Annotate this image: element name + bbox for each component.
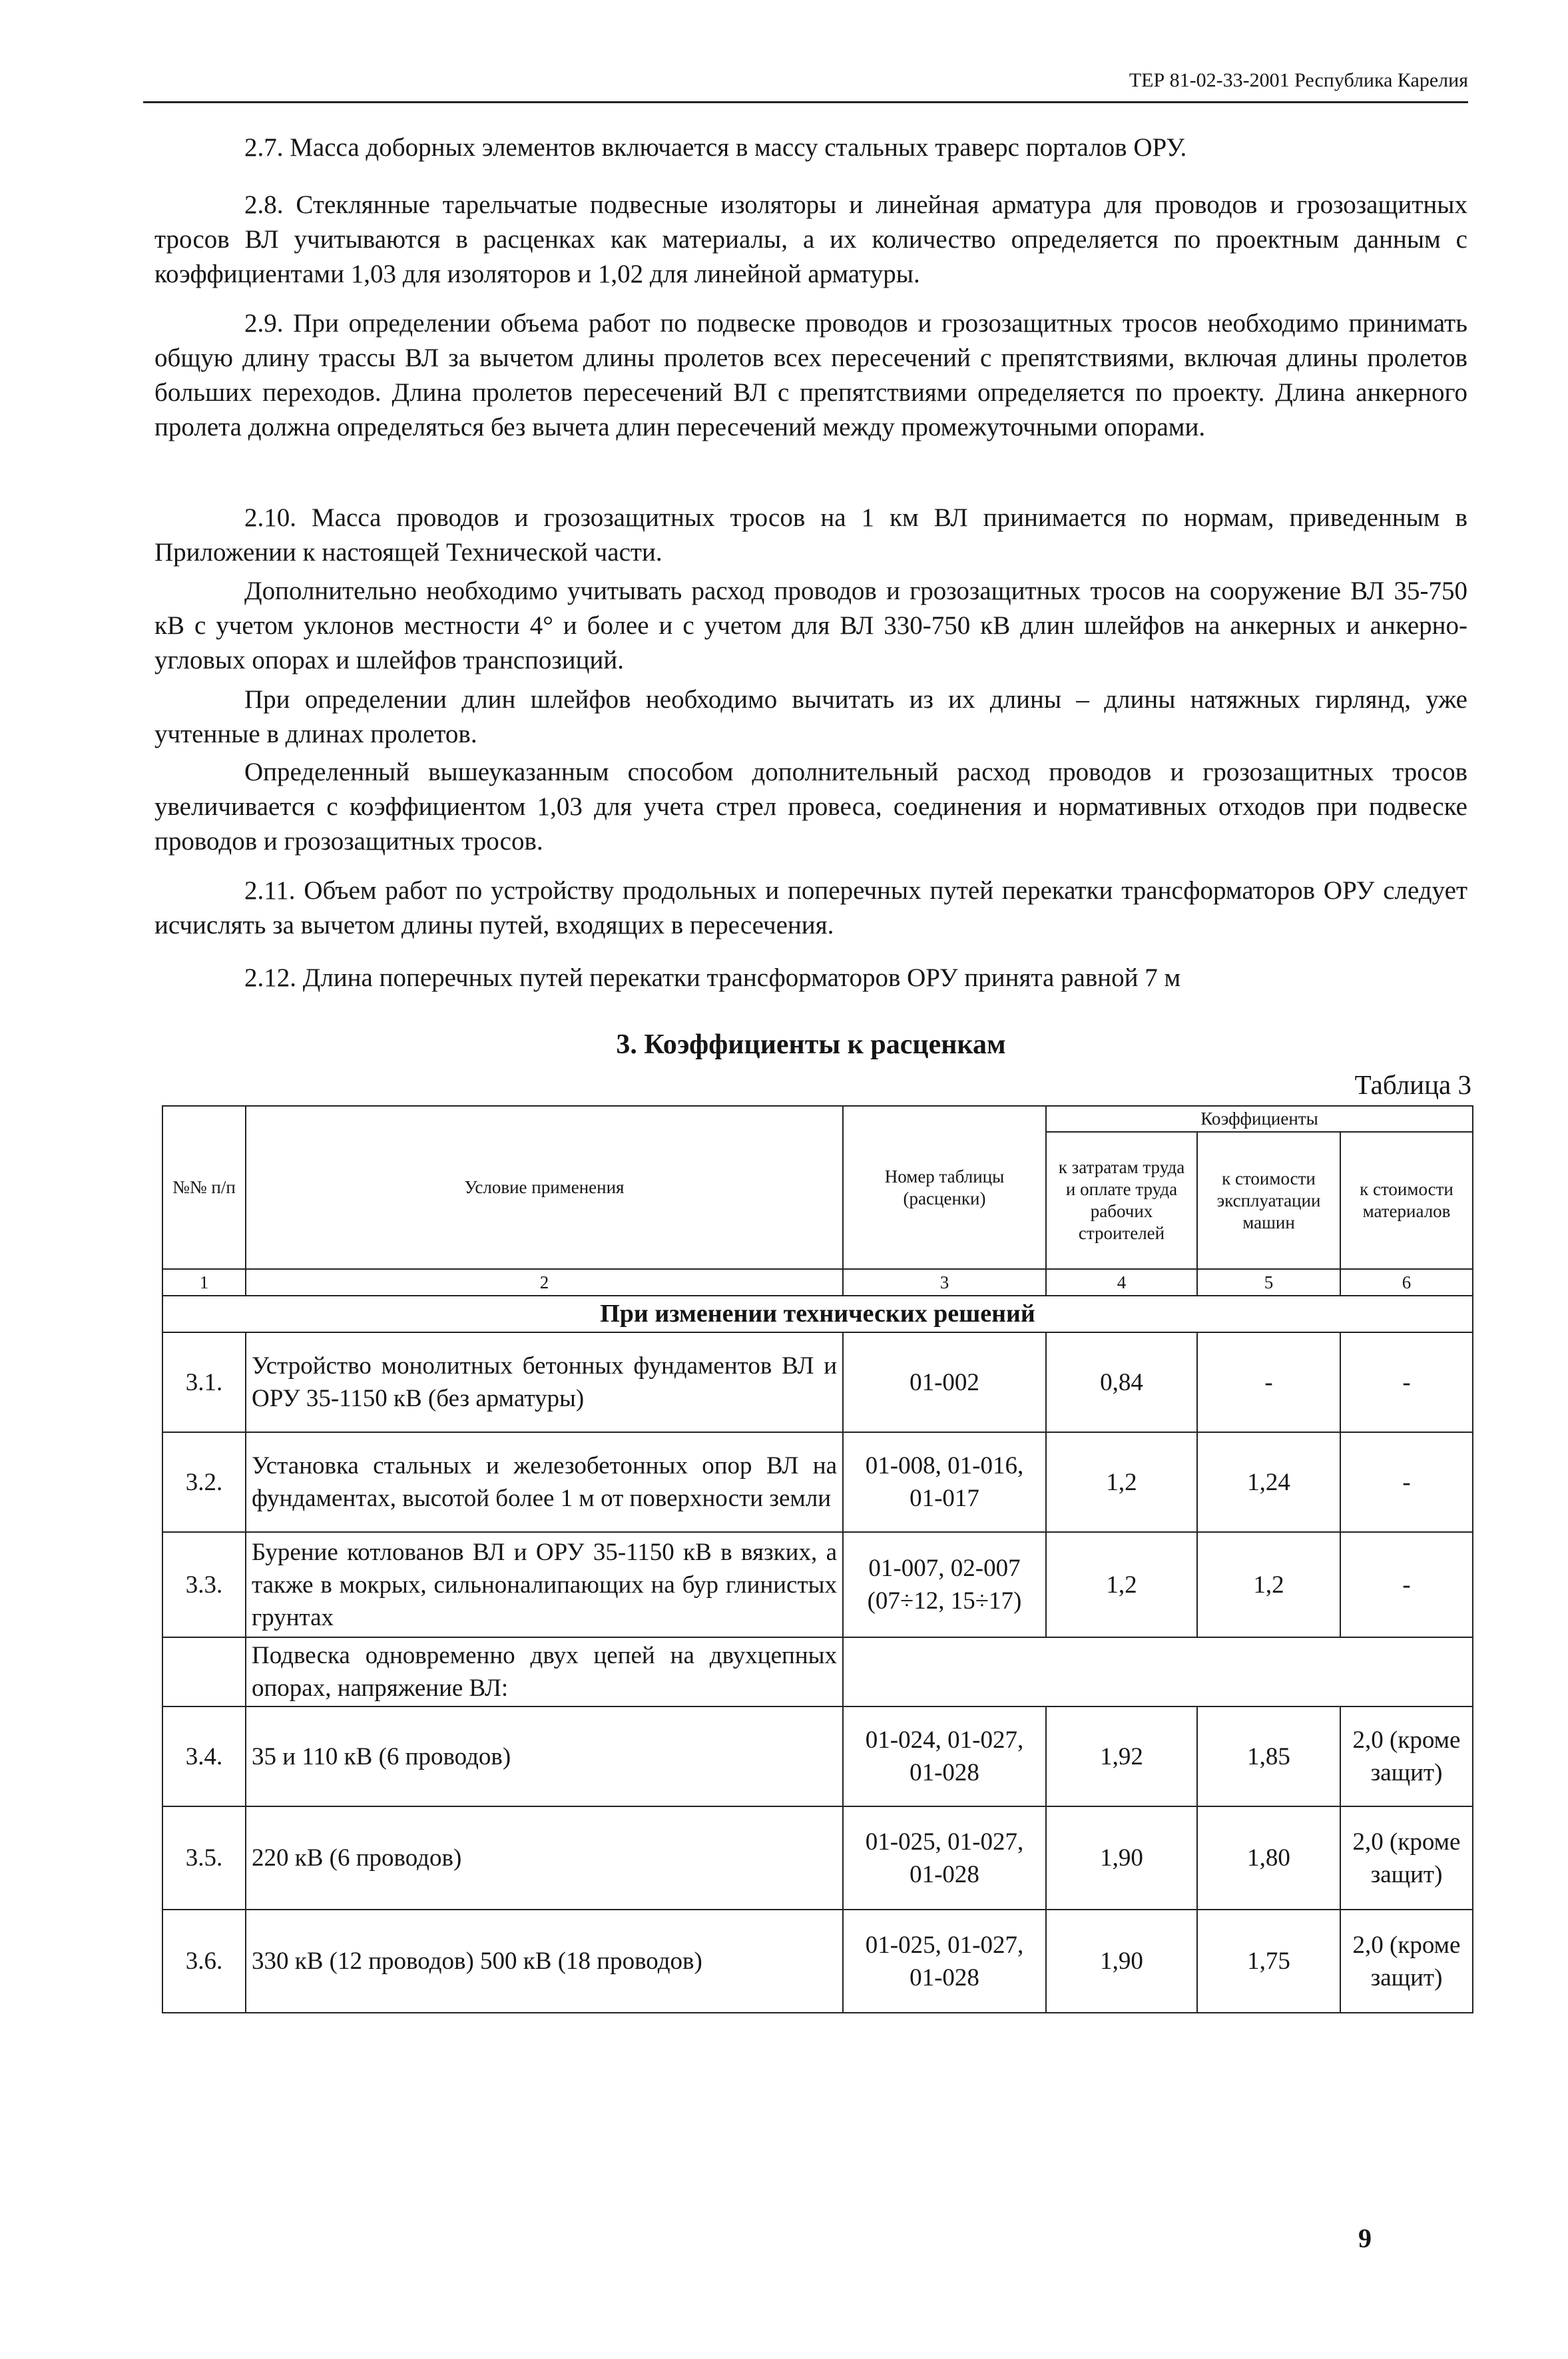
row-machines: 1,80 xyxy=(1197,1806,1340,1910)
column-number: 3 xyxy=(843,1269,1046,1296)
row-machines: - xyxy=(1197,1332,1340,1432)
table-row xyxy=(162,1432,1473,1532)
row-condition: Устройство монолитных бетонных фундаментов ВЛ и ОРУ 35-1150 кВ (без арматуры) xyxy=(246,1332,843,1432)
running-header: ТЕР 81-02-33-2001 Республика Карелия xyxy=(1129,69,1468,91)
row-number: 3.1. xyxy=(162,1332,246,1432)
header-materials: к стоимости материалов xyxy=(1340,1132,1473,1269)
group-heading: При изменении технических решений xyxy=(162,1296,1473,1332)
row-materials: - xyxy=(1340,1332,1473,1432)
row-table-no: 01-025, 01-027, 01-028 xyxy=(843,1910,1046,2013)
row-condition: Бурение котлованов ВЛ и ОРУ 35-1150 кВ в вязких, а также в мокрых, сильноналипающих на бур глинистых грунтах xyxy=(246,1532,843,1637)
row-table-no: 01-007, 02-007 (07÷12, 15÷17) xyxy=(843,1532,1046,1637)
paragraph-2-10-coefficient: Определенный вышеуказанным способом дополнительный расход проводов и грозозащитных тросов увеличивается с коэффициентом 1,03 для учета стрел провеса, соединения и нормативных отходов при подвеске проводов и грозозащитных тросов. xyxy=(154,758,1467,856)
paragraph-2-10: 2.10. Масса проводов и грозозащитных тросов на 1 км ВЛ принимается по нормам, приведенным в Приложении к настоящей Технической части. xyxy=(154,503,1467,567)
table-caption: Таблица 3 xyxy=(1354,1069,1471,1100)
paragraph-2-10-loops: При определении длин шлейфов необходимо вычитать из их длины – длины натяжных гирлянд, уже учтенные в длинах пролетов. xyxy=(154,685,1467,748)
column-number: 2 xyxy=(246,1269,843,1296)
row-labor: 1,92 xyxy=(1046,1706,1197,1806)
row-condition: Установка стальных и железобетонных опор ВЛ на фундаментах, высотой более 1 м от поверхности земли xyxy=(246,1432,843,1532)
column-number-row xyxy=(162,1269,1473,1296)
row-materials: - xyxy=(1340,1532,1473,1637)
row-subheader: Подвеска одновременно двух цепей на двухцепных опорах, напряжение ВЛ: xyxy=(246,1637,843,1706)
row-condition: 220 кВ (6 проводов) xyxy=(246,1806,843,1910)
header-rule xyxy=(143,101,1468,103)
header-table-no: Номер таблицы (расценки) xyxy=(843,1106,1046,1269)
row-number-empty xyxy=(162,1637,246,1706)
row-condition: 35 и 110 кВ (6 проводов) xyxy=(246,1706,843,1806)
coefficients-table xyxy=(162,1105,1473,2013)
section-title: 3. Коэффициенты к расценкам xyxy=(616,1029,1006,1060)
row-labor: 1,2 xyxy=(1046,1432,1197,1532)
header-num: №№ п/п xyxy=(162,1106,246,1269)
row-materials: 2,0 (кроме защит) xyxy=(1340,1706,1473,1806)
paragraph-2-12: 2.12. Длина поперечных путей перекатки трансформаторов ОРУ принята равной 7 м xyxy=(244,963,1181,992)
row-number: 3.3. xyxy=(162,1532,246,1637)
table-row xyxy=(162,1532,1473,1637)
row-condition: 330 кВ (12 проводов) 500 кВ (18 проводов) xyxy=(246,1910,843,2013)
paragraph-2-8: 2.8. Стеклянные тарельчатые подвесные изоляторы и линейная арматура для проводов и грозозащитных тросов ВЛ учитываются в расценках как материалы, а их количество определяется по проектным данным с коэффициентами 1,03 для изоляторов и 1,02 для линейной арматуры. xyxy=(154,190,1467,288)
row-table-no: 01-024, 01-027, 01-028 xyxy=(843,1706,1046,1806)
column-number: 5 xyxy=(1197,1269,1340,1296)
row-number: 3.2. xyxy=(162,1432,246,1532)
row-empty xyxy=(843,1637,1473,1706)
paragraph-2-7: 2.7. Масса доборных элементов включается в массу стальных траверс порталов ОРУ. xyxy=(244,133,1187,162)
row-materials: 2,0 (кроме защит) xyxy=(1340,1910,1473,2013)
paragraph-2-10-additional: Дополнительно необходимо учитывать расход проводов и грозозащитных тросов на сооружение ВЛ 35-750 кВ с учетом уклонов местности 4° и более и с учетом для ВЛ 330-750 кВ длин шлейфов на анкерных и анкерно-угловых опорах и шлейфов транспозиций. xyxy=(154,577,1467,674)
row-number: 3.5. xyxy=(162,1806,246,1910)
table-row xyxy=(162,1806,1473,1910)
row-table-no: 01-025, 01-027, 01-028 xyxy=(843,1806,1046,1910)
row-machines: 1,24 xyxy=(1197,1432,1340,1532)
table-row xyxy=(162,1706,1473,1806)
row-labor: 1,90 xyxy=(1046,1806,1197,1910)
header-coefficients: Коэффициенты xyxy=(1046,1106,1473,1132)
page-number: 9 xyxy=(1358,2223,1372,2253)
row-number: 3.4. xyxy=(162,1706,246,1806)
table-row xyxy=(162,1910,1473,2013)
column-number: 4 xyxy=(1046,1269,1197,1296)
row-machines: 1,2 xyxy=(1197,1532,1340,1637)
header-condition: Условие применения xyxy=(246,1106,843,1269)
row-number: 3.6. xyxy=(162,1910,246,2013)
header-labor: к затратам труда и оплате труда рабочих строителей xyxy=(1046,1132,1197,1269)
row-machines: 1,85 xyxy=(1197,1706,1340,1806)
column-number: 1 xyxy=(162,1269,246,1296)
row-machines: 1,75 xyxy=(1197,1910,1340,2013)
row-table-no: 01-008, 01-016, 01-017 xyxy=(843,1432,1046,1532)
row-labor: 1,2 xyxy=(1046,1532,1197,1637)
column-number: 6 xyxy=(1340,1269,1473,1296)
row-materials: - xyxy=(1340,1432,1473,1532)
paragraph-2-11: 2.11. Объем работ по устройству продольных и поперечных путей перекатки трансформаторов ОРУ следует исчислять за вычетом длины путей, входящих в пересечения. xyxy=(154,876,1467,939)
row-materials: 2,0 (кроме защит) xyxy=(1340,1806,1473,1910)
row-table-no: 01-002 xyxy=(843,1332,1046,1432)
row-labor: 0,84 xyxy=(1046,1332,1197,1432)
row-labor: 1,90 xyxy=(1046,1910,1197,2013)
header-machines: к стоимости эксплуатации машин xyxy=(1197,1132,1340,1269)
paragraph-2-9: 2.9. При определении объема работ по подвеске проводов и грозозащитных тросов необходимо принимать общую длину трассы ВЛ за вычетом длины пролетов всех пересечений с препятствиями, включая длины пролетов больших переходов. Длина пролетов пересечений ВЛ с препятствиями определяется по проекту. Длина анкерного пролета должна определяться без вычета длин пересечений между промежуточными опорами. xyxy=(154,309,1467,441)
table-row xyxy=(162,1332,1473,1432)
table-subheader-row xyxy=(162,1637,1473,1706)
